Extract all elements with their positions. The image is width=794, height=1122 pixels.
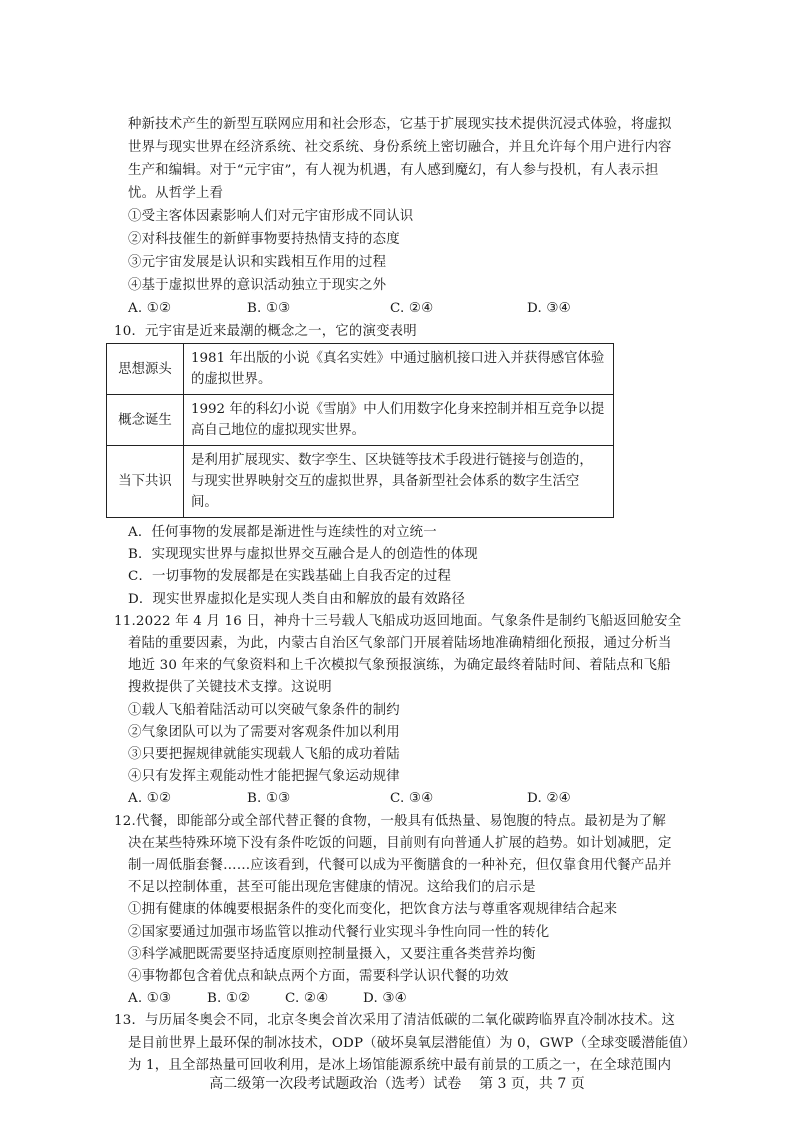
- q9-option-b: B. ①③: [247, 301, 291, 316]
- q12-stem-2: 决在某些特殊环境下没有条件吃饭的问题，目前则有向普通人扩展的趋势。如计划减肥，定: [128, 835, 672, 851]
- intro-line-1: 种新技术产生的新型互联网应用和社会形态，它基于扩展现实技术提供沉浸式体验，将虚拟: [128, 117, 672, 132]
- q12-option-c: C. ②④: [285, 991, 329, 1007]
- q11-options: [0, 789, 794, 809]
- q11-option-a: A. ①②: [128, 791, 172, 807]
- q12-item-3: ③科学减肥既需要坚持适度原则控制量摄入，又要注重各类营养均衡: [128, 946, 536, 962]
- q12-option-d: D. ③④: [363, 991, 407, 1007]
- page-footer: 高二级第一次段考试题政治（选考）试卷 第 3 页，共 7 页: [209, 1076, 585, 1092]
- row-head-birth: 概念诞生: [107, 395, 184, 446]
- q9-options: [0, 299, 794, 319]
- intro-line-2: 世界与现实世界在经济系统、社交系统、身份系统上密切融合，并且允许每个用户进行内容: [128, 140, 672, 155]
- table-row: [107, 344, 614, 395]
- q11-stem-1: 11.2022 年 4 月 16 日，神舟十三号载人飞船成功返回地面。气象条件是制约飞船返回舱安全: [114, 613, 682, 629]
- q11-stem-2: 着陆的重要因素，为此，内蒙古自治区气象部门开展着陆场地准确精细化预报，通过分析当: [128, 636, 672, 651]
- q12-option-b: B. ①②: [207, 991, 251, 1007]
- q11-stem-3: 地近 30 年来的气象资料和上千次模拟气象预报演练，为确定最终着陆时间、着陆点和飞船: [128, 658, 671, 674]
- q10-option-d: D．现实世界虚拟化是实现人类自由和解放的最有效路径: [128, 591, 466, 607]
- q13-stem-1: 13．与历届冬奥会不同，北京冬奥会首次采用了清洁低碳的二氧化碳跨临界直冷制冰技术。这: [114, 1013, 676, 1029]
- q10-option-c: C．一切事物的发展都是在实践基础上自我否定的过程: [128, 569, 452, 585]
- q12-item-2: ②国家要通过加强市场监管以推动代餐行业实现斗争性向同一性的转化: [128, 924, 550, 940]
- q11-item-1: ①载人飞船着陆活动可以突破气象条件的制约: [128, 702, 400, 718]
- intro-line-3: 生产和编辑。对于“元宇宙”，有人视为机遇，有人感到魔幻，有人参与投机，有人表示担: [128, 163, 659, 178]
- q10-stem: 10．元宇宙是近来最潮的概念之一，它的演变表明: [114, 324, 417, 339]
- q9-option-d: D. ③④: [527, 301, 571, 316]
- q10-option-a: A．任何事物的发展都是渐进性与连续性的对立统一: [128, 525, 437, 540]
- q11-option-b: B. ①③: [247, 791, 291, 807]
- q12-stem-3: 制一周低脂套餐……应该看到，代餐可以成为平衡膳食的一种补充，但仅靠食用代餐产品并: [128, 858, 672, 873]
- q12-item-4: ④事物都包含着优点和缺点两个方面，需要科学认识代餐的功效: [128, 969, 509, 984]
- q11-stem-4: 搜救提供了关键技术支撑。这说明: [128, 680, 332, 696]
- q9-item-3: ③元宇宙发展是认识和实践相互作用的过程: [128, 255, 387, 270]
- q13-stem-2: 是目前世界上最环保的制冰技术，ODP（破坏臭氧层潜能值）为 0，GWP（全球变暖潜能值）: [128, 1035, 696, 1051]
- q9-item-1: ①受主客体因素影响人们对元宇宙形成不同认识: [128, 209, 414, 224]
- row-head-consensus: 当下共识: [107, 446, 184, 518]
- table-row: [107, 446, 614, 518]
- row-text-birth: 1992 年的科幻小说《雪崩》中人们用数字化身来控制并相互竞争以提高自己地位的虚拟现实世界。: [184, 395, 614, 446]
- q12-stem-4: 不足以控制体重，甚至可能出现危害健康的情况。这给我们的启示是: [128, 880, 536, 896]
- q10-option-b: B．实现现实世界与虚拟世界交互融合是人的创造性的体现: [128, 547, 478, 563]
- q11-item-4: ④只有发挥主观能动性才能把握气象运动规律: [128, 769, 400, 785]
- q9-option-a: A. ①②: [128, 301, 172, 316]
- q13-stem-3: 为 1，且全部热量可回收利用，是冰上场馆能源系统中最有前景的工质之一，在全球范围内: [128, 1057, 672, 1073]
- table-row: [107, 395, 614, 446]
- q12-item-1: ①拥有健康的体魄要根据条件的变化而变化，把饮食方法与尊重客观规律结合起来: [128, 902, 618, 918]
- row-text-consensus: 是利用扩展现实、数字孪生、区块链等技术手段进行链接与创造的，与现实世界映射交互的虚拟世界，具备新型社会体系的数字生活空间。: [184, 446, 614, 518]
- q11-item-2: ②气象团队可以为了需要对客观条件加以利用: [128, 724, 400, 740]
- row-text-origin: 1981 年出版的小说《真名实姓》中通过脑机接口进入并获得感官体验的虚拟世界。: [184, 344, 614, 395]
- evolution-table: [106, 343, 614, 518]
- q12-stem-1: 12.代餐，即能部分或全部代替正餐的食物，一般具有低热量、易饱腹的特点。最初是为了解: [114, 813, 666, 829]
- q9-option-c: C. ②④: [390, 301, 434, 316]
- intro-line-4: 忧。从哲学上看: [128, 186, 224, 201]
- row-head-origin: 思想源头: [107, 344, 184, 395]
- q11-item-3: ③只要把握规律就能实现载人飞船的成功着陆: [128, 747, 400, 762]
- q9-item-2: ②对科技催生的新鲜事物要持热情支持的态度: [128, 232, 400, 247]
- q11-option-d: D. ②④: [527, 791, 571, 807]
- q12-option-a: A. ①③: [128, 991, 172, 1007]
- q9-item-4: ④基于虚拟世界的意识活动独立于现实之外: [128, 278, 387, 293]
- q12-options: [0, 989, 794, 1009]
- q11-option-c: C. ③④: [390, 791, 434, 807]
